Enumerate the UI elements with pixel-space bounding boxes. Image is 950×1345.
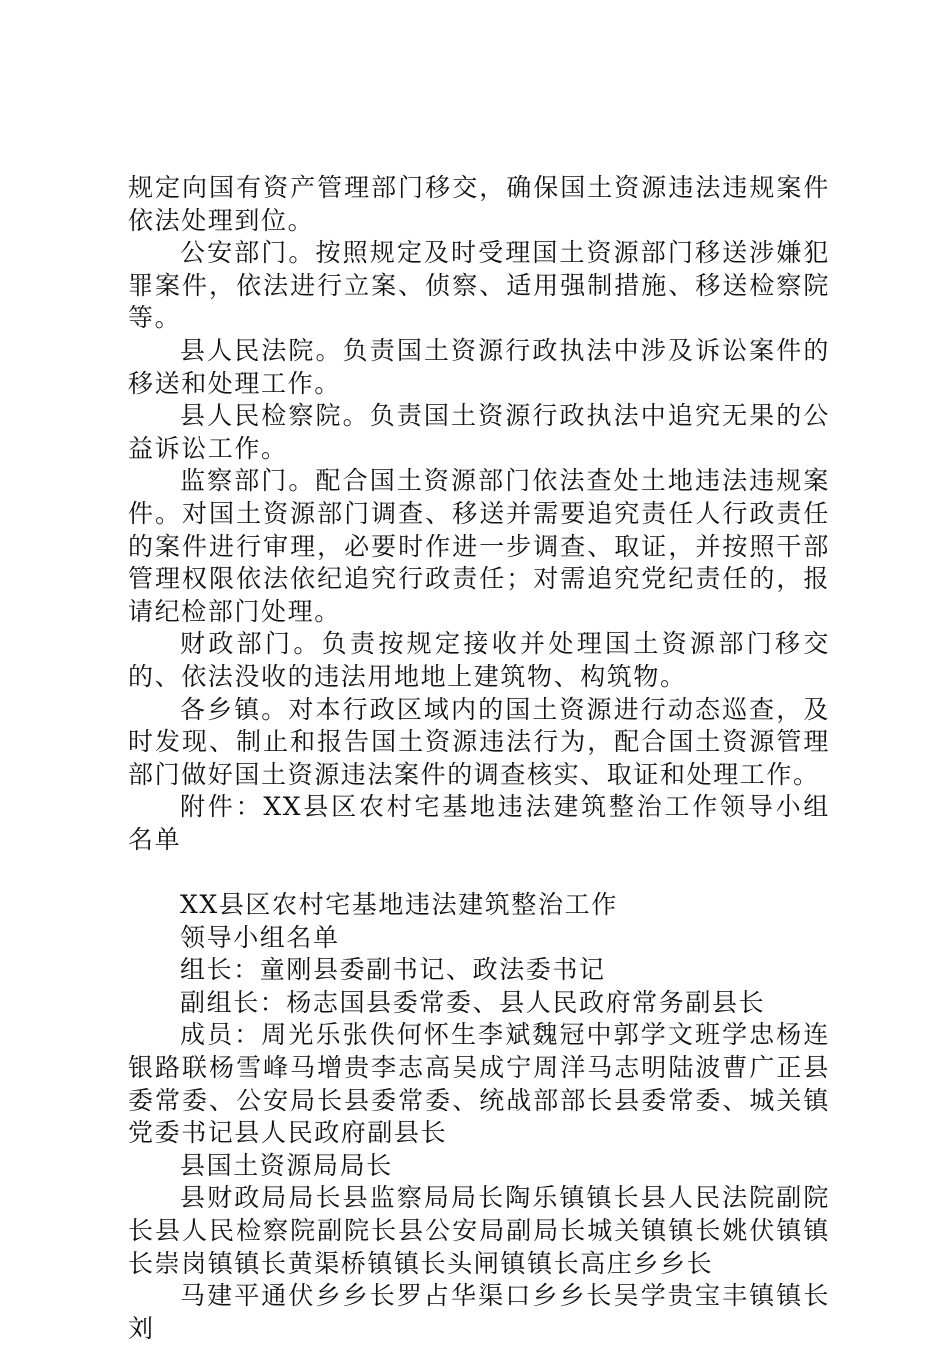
paragraph-public-security: 公安部门。按照规定及时受理国土资源部门移送涉嫌犯罪案件，依法进行立案、侦察、适用强制措施、移送检察院等。: [128, 238, 830, 333]
paragraph-finance: 财政部门。负责按规定接收并处理国土资源部门移交的、依法没收的违法用地地上建筑物、构筑物。: [128, 629, 830, 691]
paragraph-attachment: 附件：XX县区农村宅基地违法建筑整治工作领导小组名单: [128, 792, 830, 854]
paragraph-county-court: 县人民法院。负责国土资源行政执法中涉及诉讼案件的移送和处理工作。: [128, 335, 830, 398]
paragraph-county-procuratorate: 县人民检察院。负责国土资源行政执法中追究无果的公益诉讼工作。: [128, 401, 830, 463]
deputy-leader-line: 副组长：杨志国县委常委、县人民政府常务副县长: [180, 987, 766, 1017]
members-paragraph: 成员：周光乐张佚何怀生李斌魏冠中郭学文班学忠杨连银路联杨雪峰马增贵李志高吴成宁周洋马志明陆波曹广正县委常委、公安局长县委常委、统战部部长县委常委、城关镇党委书记县人民政府副县长: [128, 1020, 830, 1148]
list-title-line-1: XX县区农村宅基地违法建筑整治工作: [180, 890, 618, 920]
paragraph-supervision: 监察部门。配合国土资源部门依法查处土地违法违规案件。对国土资源部门调查、移送并需要追究责任人行政责任的案件进行审理，必要时作进一步调查、取证，并按照干部管理权限依法依纪追究行政责任；对需追究党纪责任的，报请纪检部门处理。: [128, 466, 830, 626]
paragraph-townships: 各乡镇。对本行政区域内的国土资源进行动态巡查，及时发现、制止和报告国土资源违法行为，配合国土资源管理部门做好国土资源违法案件的调查核实、取证和处理工作。: [128, 694, 830, 789]
document-body: [128, 172, 830, 1345]
list-title-line-2: 领导小组名单: [180, 922, 340, 952]
leader-line: 组长：童刚县委副书记、政法委书记: [180, 955, 606, 985]
member-title-line: 县国土资源局局长: [180, 1150, 393, 1180]
blank-line: [128, 856, 830, 889]
member-titles-paragraph: 县财政局局长县监察局局长陶乐镇镇长县人民法院副院长县人民检察院副院长县公安局副局长城关镇镇长姚伏镇镇长崇岗镇镇长黄渠桥镇镇长头闸镇镇长高庄乡乡长: [128, 1183, 830, 1278]
paragraph-continuation: 规定向国有资产管理部门移交，确保国土资源违法违规案件依法处理到位。: [128, 173, 830, 235]
member-titles-continued: 马建平通伏乡乡长罗占华渠口乡乡长吴学贵宝丰镇镇长刘: [128, 1281, 830, 1343]
